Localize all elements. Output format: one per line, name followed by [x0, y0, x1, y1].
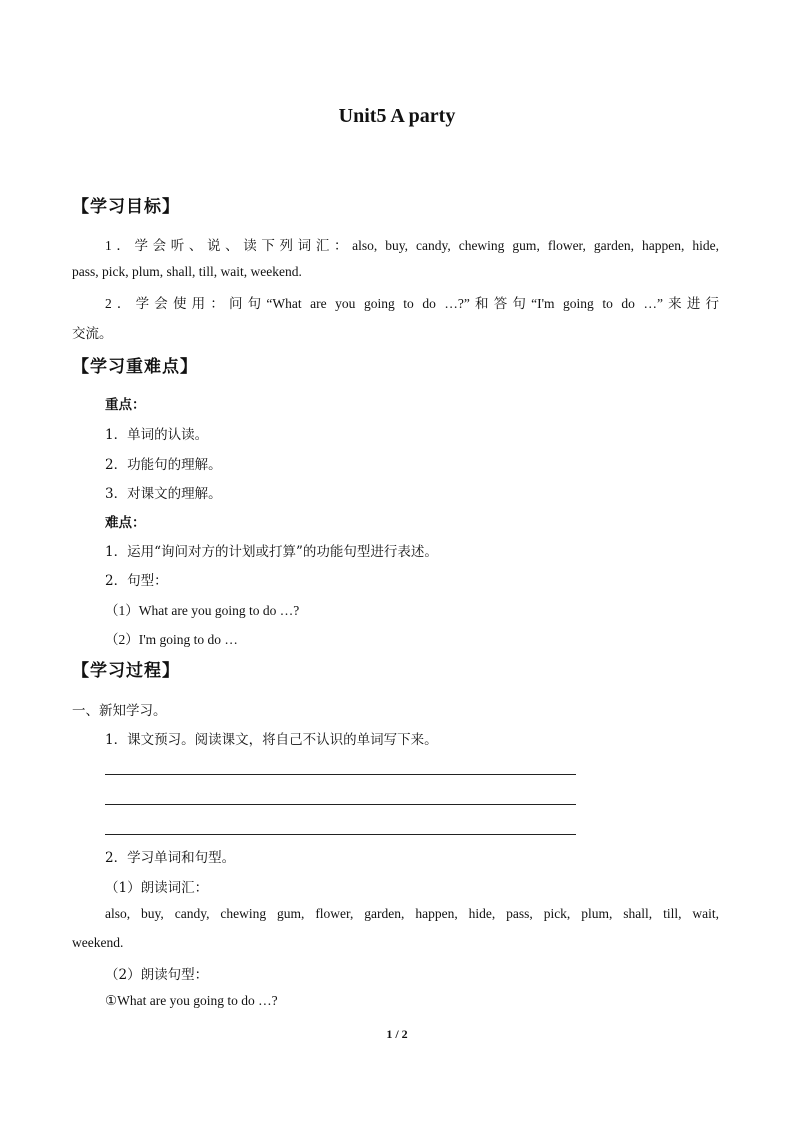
page-number: 1 / 2 [386, 1027, 408, 1041]
process-sub-1: （1）朗读词汇： [105, 880, 209, 896]
pattern-item: （2）I'm going to do … [105, 632, 238, 647]
answer-line[interactable] [105, 834, 576, 835]
vocab-line-2: weekend. [72, 935, 124, 950]
objective-2-line-1: 2．学会使用：问句“What are you going to do …?”和答句“I'm going to do …”来进行 [105, 296, 719, 311]
process-sub-2: （2）朗读句型： [105, 967, 209, 983]
pattern-item: （1）What are you going to do …? [105, 603, 300, 618]
important-item: 2．功能句的理解。 [105, 457, 222, 473]
process-part-1: 一、新知学习。 [72, 703, 167, 719]
difficult-item: 1．运用“询问对方的计划或打算”的功能句型进行表述。 [105, 544, 438, 560]
section-heading-objectives: 【学习目标】 [72, 197, 180, 217]
answer-line[interactable] [105, 774, 576, 775]
objective-1-line-1: 1．学会听、说、读下列词汇：also, buy, candy, chewing gum, flower, garden, happen, hide, [105, 238, 719, 253]
difficult-item: 2．句型： [105, 573, 168, 589]
objective-1-line-2: pass, pick, plum, shall, till, wait, weekend. [72, 264, 302, 279]
objective-2-line-2: 交流。 [72, 326, 113, 342]
important-label: 重点： [105, 397, 146, 413]
section-heading-process: 【学习过程】 [72, 661, 180, 681]
process-step-2: 2．学习单词和句型。 [105, 850, 236, 866]
important-item: 3．对课文的理解。 [105, 486, 222, 502]
important-item: 1．单词的认读。 [105, 427, 209, 443]
vocab-line-1: also, buy, candy, chewing gum, flower, garden, happen, hide, pass, pick, plum, shall, till, wait, [105, 906, 719, 921]
section-heading-key-points: 【学习重难点】 [72, 357, 198, 377]
page-title: Unit5 A party [338, 105, 456, 127]
difficult-label: 难点： [105, 515, 146, 531]
answer-line[interactable] [105, 804, 576, 805]
process-step-1: 1．课文预习。阅读课文，将自己不认识的单词写下来。 [105, 732, 438, 748]
sentence-pattern-1: ①What are you going to do …? [105, 993, 278, 1008]
